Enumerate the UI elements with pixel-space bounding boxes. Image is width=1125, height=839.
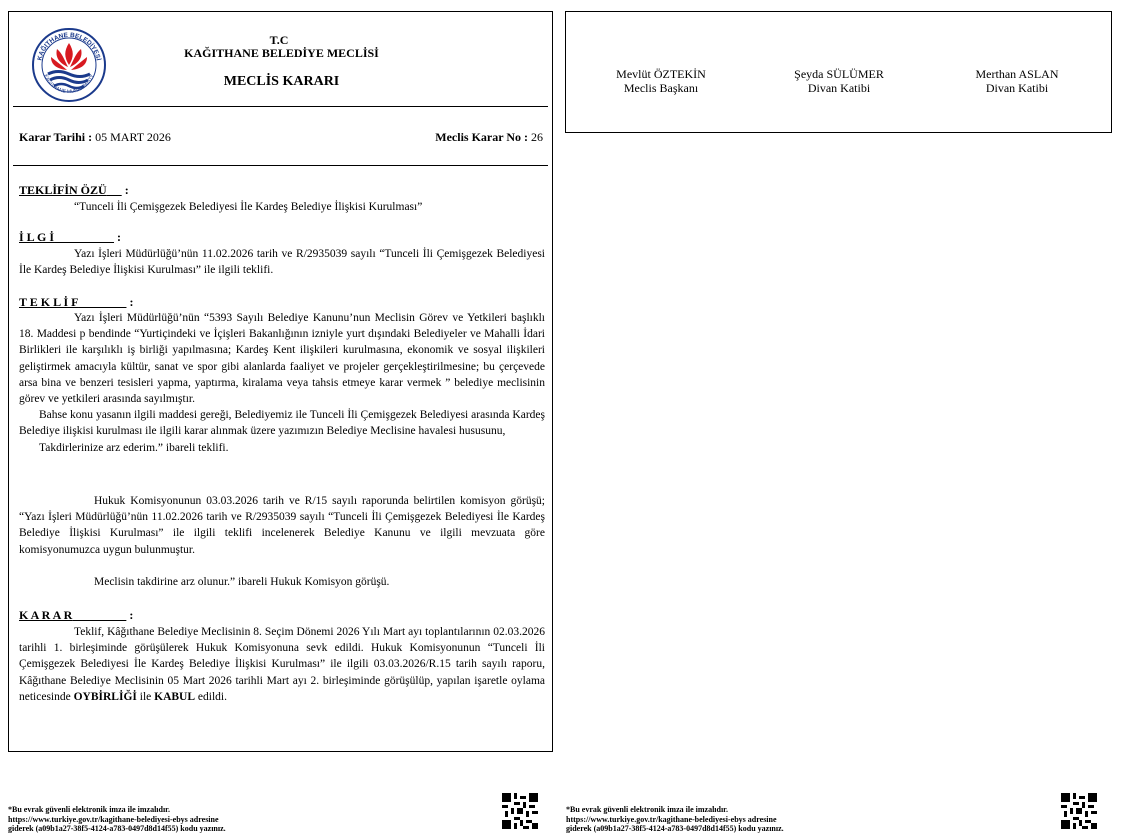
- karar-paragraph: [19, 624, 545, 705]
- logo-top-text: KAĞITHANE BELEDİYESİ: [36, 31, 102, 62]
- footer-line-3: giderek (a09b1a27-38f5-4124-a783-0497d8d14f55) kodu yazınız.: [566, 824, 784, 833]
- teklif-paragraph-3: Takdirlerinize arz ederim.” ibareli teklifi.: [39, 441, 229, 454]
- ilgi-heading: İ L G İ: [19, 230, 55, 244]
- ozu-heading: TEKLİFİN ÖZÜ: [19, 183, 107, 197]
- page-title: MECLİS KARARI: [223, 74, 340, 89]
- header-tc: T.C: [269, 33, 289, 47]
- footer-line-1: *Bu evrak güvenli elektronik imza ile imzalıdır.: [8, 805, 170, 814]
- karar-accepted: KABUL: [154, 690, 196, 703]
- karar-text: [19, 624, 545, 705]
- esign-footer-right: [566, 805, 784, 834]
- karar-unanimous: OYBİRLİĞİ: [73, 690, 137, 703]
- decision-number-value: 26: [531, 130, 543, 144]
- section-heading-ozu: [19, 183, 129, 198]
- karar-text-3: edildi.: [195, 690, 227, 703]
- signer-role: Divan Katibi: [985, 81, 1049, 95]
- teklif-heading: T E K L İ F: [19, 295, 79, 309]
- signature-page: [565, 11, 1112, 133]
- decision-date-value: 05 MART 2026: [95, 130, 171, 144]
- komisyon-paragraph-1: Hukuk Komisyonunun 03.03.2026 tarih ve R/15 sayılı raporunda belirtilen komisyon görüşü; “Yazı İşleri Müdürlüğü’nün 11.02.2026 tarih ve R/2935039 sayılı “Tunceli İli Çemişgezek Belediyesi İle Kardeş Belediye İlişkisi Kurulması” ile ilgili teklifi incelenerek Belediye Kanunu ve ilgili mevzuata göre komisyonumuzca uygun bulunmuştur.: [19, 495, 545, 556]
- ilgi-colon: :: [117, 230, 122, 244]
- divider: [13, 165, 548, 166]
- section-heading-teklif: [19, 295, 133, 310]
- signer-name: Mevlüt ÖZTEKİN: [616, 67, 706, 81]
- decision-date-label: Karar Tarihi :: [19, 130, 93, 144]
- decision-number-label: Meclis Karar No :: [435, 130, 528, 144]
- footer-line-2[interactable]: https://www.turkiye.gov.tr/kagithane-belediyesi-ebys adresine: [566, 814, 777, 824]
- section-heading-karar: [19, 608, 133, 623]
- ilgi-text: [19, 246, 545, 278]
- logo-bottom-text: KAĞITHANE MUNICIPALITY: [42, 73, 96, 96]
- signature-block: [759, 67, 919, 95]
- karar-text-1: Teklif, Kâğıthane Belediye Meclisinin 8. Seçim Dönemi 2026 Yılı Mart ayı toplantılarının 02.03.2026 tarihli 1. birleşiminde görüşülerek Hukuk Komisyonuna sevk edildi. Hukuk Komisyonunun “Tunceli İli Çemişgezek Belediyesi İle Kardeş Belediye İlişkisi Kurulması” ile ilgili 03.03.2026/R.15 tarih sayılı raporu, Kâğıthane Belediye Meclisinin 05 Mart 2026 tarihli Mart ayı 2. birleşiminde görüşülüp, yapılan işaretle oylama neticesinde: [19, 626, 545, 703]
- qr-code-icon[interactable]: [502, 793, 538, 829]
- divider: [13, 106, 548, 107]
- decision-date: [19, 130, 171, 145]
- signer-role: Divan Katibi: [807, 81, 871, 95]
- karar-colon: :: [129, 608, 134, 622]
- section-heading-ilgi: [19, 230, 121, 245]
- signature-block: [581, 67, 741, 95]
- ilgi-paragraph: Yazı İşleri Müdürlüğü’nün 11.02.2026 tarih ve R/2935039 sayılı “Tunceli İli Çemişgezek Belediyesi İle Kardeş Belediye İlişkisi Kurulması” ile ilgili teklifi.: [19, 248, 545, 277]
- municipality-logo: [31, 27, 107, 103]
- ozu-text: “Tunceli İli Çemişgezek Belediyesi İle Kardeş Belediye İlişkisi Kurulması”: [74, 201, 423, 213]
- karar-text-2: ile: [136, 690, 155, 703]
- teklif-text: [19, 310, 545, 456]
- footer-line-2[interactable]: https://www.turkiye.gov.tr/kagithane-belediyesi-ebys adresine: [8, 814, 219, 824]
- footer-line-3: giderek (a09b1a27-38f5-4124-a783-0497d8d14f55) kodu yazınız.: [8, 824, 226, 833]
- decision-page: [8, 11, 553, 752]
- signature-block: [937, 67, 1097, 95]
- karar-heading: K A R A R: [19, 608, 73, 622]
- ozu-colon: :: [124, 183, 129, 197]
- signer-name: Merthan ASLAN: [975, 67, 1059, 81]
- header-org: KAĞITHANE BELEDİYE MECLİSİ: [184, 46, 379, 60]
- komisyon-text: [19, 493, 545, 590]
- teklif-paragraph-1: Yazı İşleri Müdürlüğü’nün “5393 Sayılı Belediye Kanunu’nun Meclisin Görev ve Yetkileri başlıklı 18. Maddesi p bendinde “Yurtiçindeki ve İçişleri Bakanlığının izniyle yurt dışındaki Belediyeler ve Mahalli İdari Birlikleri ile karşılıklı iş birliği yapılmasına; Kardeş Kent ilişkileri kurulmasına, ekonomik ve sosyal ilişkileri geliştirmek amacıyla kültür, sanat ve spor gibi alanlarda faaliyet ve projeler gerçekleştirilmesine; bu çerçevede arsa bina ve benzeri tesisleri yapma, yaptırma, kiralama veya tahsis etmeye karar vermek ” belediye meclisinin görev ve yetkileri arasında sayılmıştır.: [19, 312, 545, 406]
- komisyon-paragraph-2: Meclisin takdirine arz olunur.” ibareli Hukuk Komisyon görüşü.: [94, 575, 390, 588]
- teklif-paragraph-2: Bahse konu yasanın ilgili maddesi gereği, Belediyemiz ile Tunceli İli Çemişgezek Belediyesi arasında Kardeş Belediye ilişkisi kurulması ile ilgili karar alınmak üzere yazımızın Belediye Meclisine havalesi hususunu,: [19, 409, 545, 438]
- esign-footer-left: [8, 805, 226, 834]
- decision-number: [435, 130, 543, 145]
- footer-line-1: *Bu evrak güvenli elektronik imza ile imzalıdır.: [566, 805, 728, 814]
- signer-name: Şeyda SÜLÜMER: [794, 67, 884, 81]
- teklif-colon: :: [129, 295, 134, 309]
- signer-role: Meclis Başkanı: [623, 81, 699, 95]
- qr-code-icon[interactable]: [1061, 793, 1097, 829]
